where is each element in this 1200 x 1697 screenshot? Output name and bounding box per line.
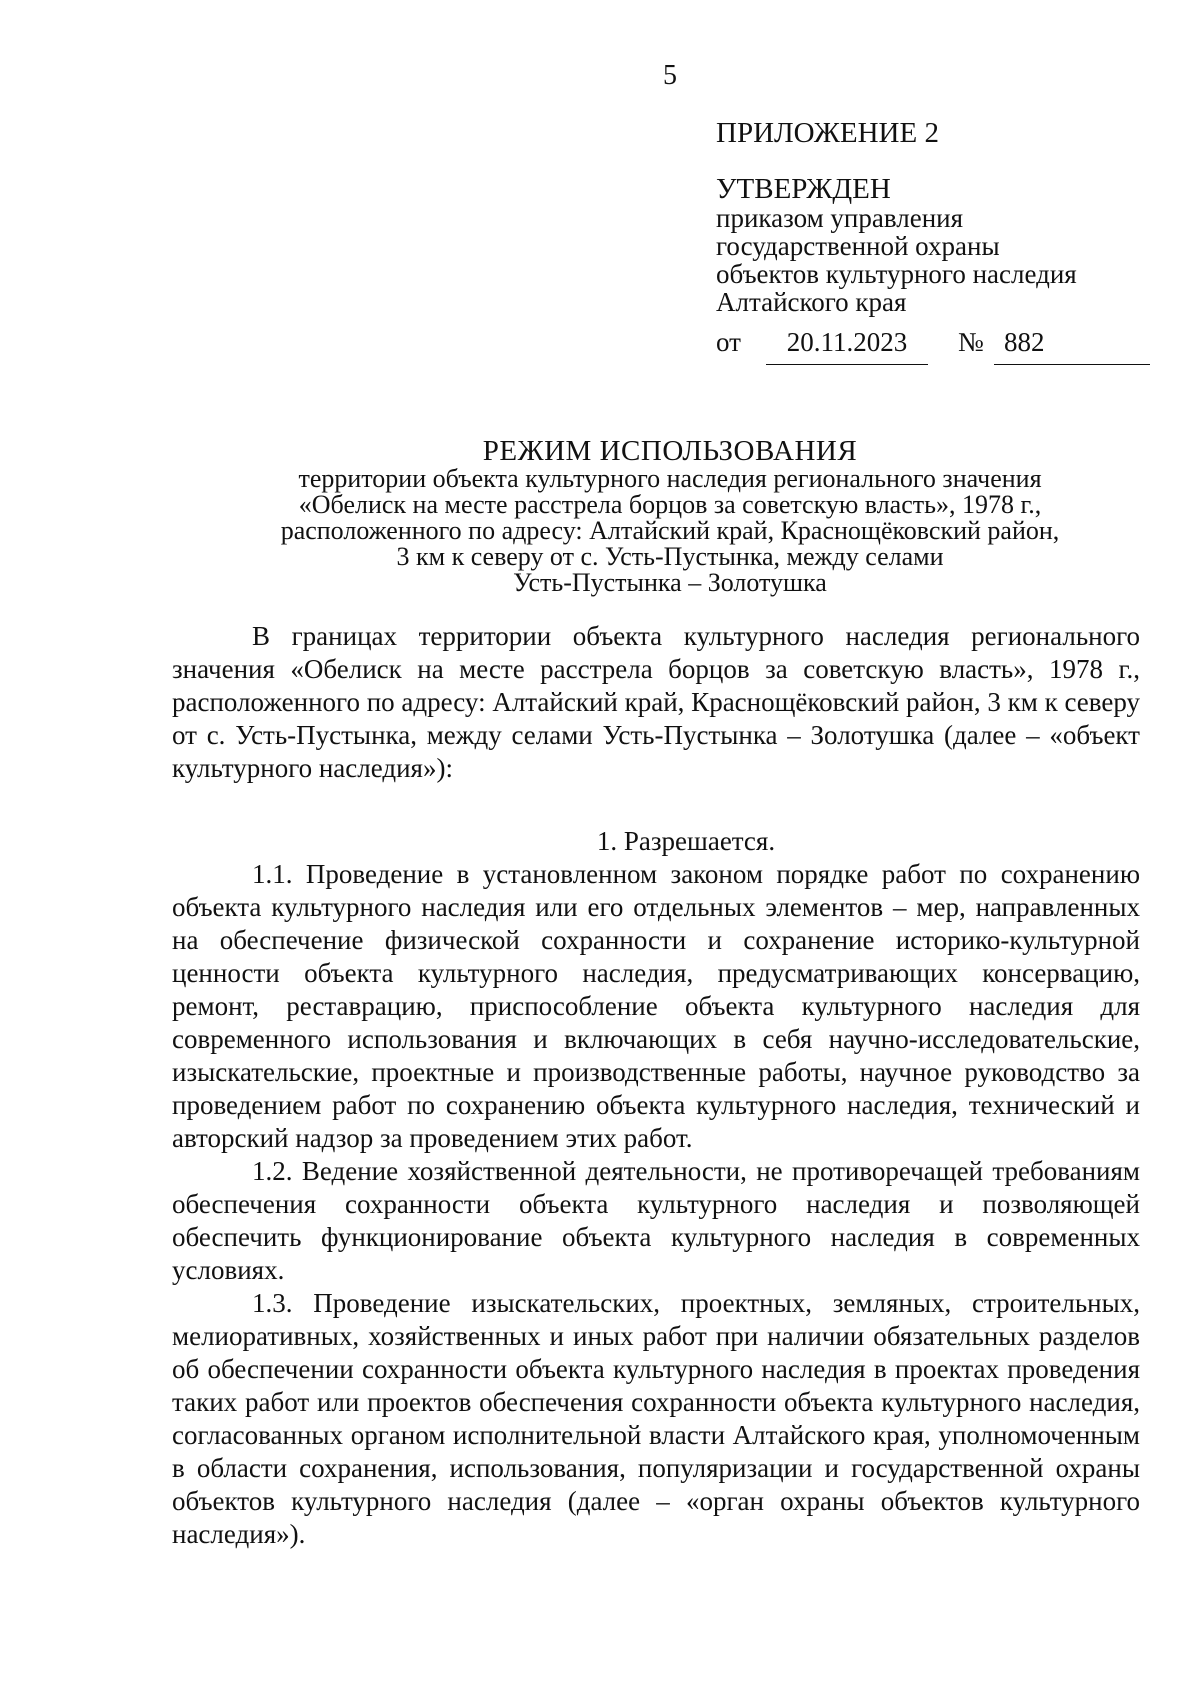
document-title: РЕЖИМ ИСПОЛЬЗОВАНИЯ (482, 435, 858, 467)
approval-block (716, 116, 1156, 364)
approval-line: Алтайского края (716, 287, 907, 317)
clause-paragraph: 1.3. Проведение изыскательских, проектных, земляных, строительных, мелиоративных, хозяйственных и иных работ при наличии обязательных разделов об обеспечении сохранности объекта культурного наследия в проектах проведения таких работ или проектов обеспечения сохранности объекта культурного наследия, согласованных органом исполнительной власти Алтайского края, уполномоченным в области сохранения, использования, популяризации и государственной охраны объектов культурного наследия (далее – «орган охраны объектов культурного наследия»). (172, 1288, 1140, 1549)
order-number: 882 (994, 326, 1150, 365)
approved-label: УТВЕРЖДЕН (716, 173, 891, 205)
document-body (172, 620, 1140, 1551)
title-line: «Обелиск на месте расстрела борцов за советскую власть», 1978 г., (298, 490, 1042, 519)
approval-line: государственной охраны (716, 231, 1000, 261)
approval-line: приказом управления (716, 203, 964, 233)
order-date: 20.11.2023 (766, 326, 928, 365)
order-date-row (716, 320, 1156, 364)
document-title-block (180, 436, 1160, 596)
section-heading: 1. Разрешается. (596, 826, 776, 856)
approval-line: объектов культурного наследия (716, 259, 1077, 289)
page-number: 5 (663, 60, 677, 91)
date-label: от (716, 327, 741, 357)
intro-paragraph: В границах территории объекта культурного наследия регионального значения «Обелиск на месте расстрела борцов за советскую власть», 1978 г., расположенного по адресу: Алтайский край, Краснощёковский район, 3 км к северу от с. Усть-Пустынка, между селами Усть-Пустынка – Золотушка (далее – «объект культурного наследия»): (172, 621, 1140, 783)
title-line: территории объекта культурного наследия регионального значения (298, 464, 1042, 493)
appendix-label: ПРИЛОЖЕНИЕ 2 (716, 117, 939, 149)
clause-paragraph: 1.1. Проведение в установленном законом порядке работ по сохранению объекта культурного наследия или его отдельных элементов – мер, направленных на обеспечение физической сохранности и сохранение историко-культурной ценности объекта культурного наследия, предусматривающих консервацию, ремонт, реставрацию, приспособление объекта культурного наследия для современного использования и включающих в себя научно-исследовательские, изыскательские, проектные и производственные работы, научное руководство за проведением работ по сохранению объекта культурного наследия, технический и авторский надзор за проведением этих работ. (172, 859, 1140, 1153)
title-line: 3 км к северу от с. Усть-Пустынка, между селами (396, 542, 944, 571)
title-line: Усть-Пустынка – Золотушка (513, 568, 827, 597)
title-line: расположенного по адресу: Алтайский край, Краснощёковский район, (280, 516, 1060, 545)
number-label: № (958, 327, 984, 357)
clause-paragraph: 1.2. Ведение хозяйственной деятельности, не противоречащей требованиям обеспечения сохранности объекта культурного наследия и позволяющей обеспечить функционирование объекта культурного наследия в современных условиях. (172, 1156, 1140, 1285)
